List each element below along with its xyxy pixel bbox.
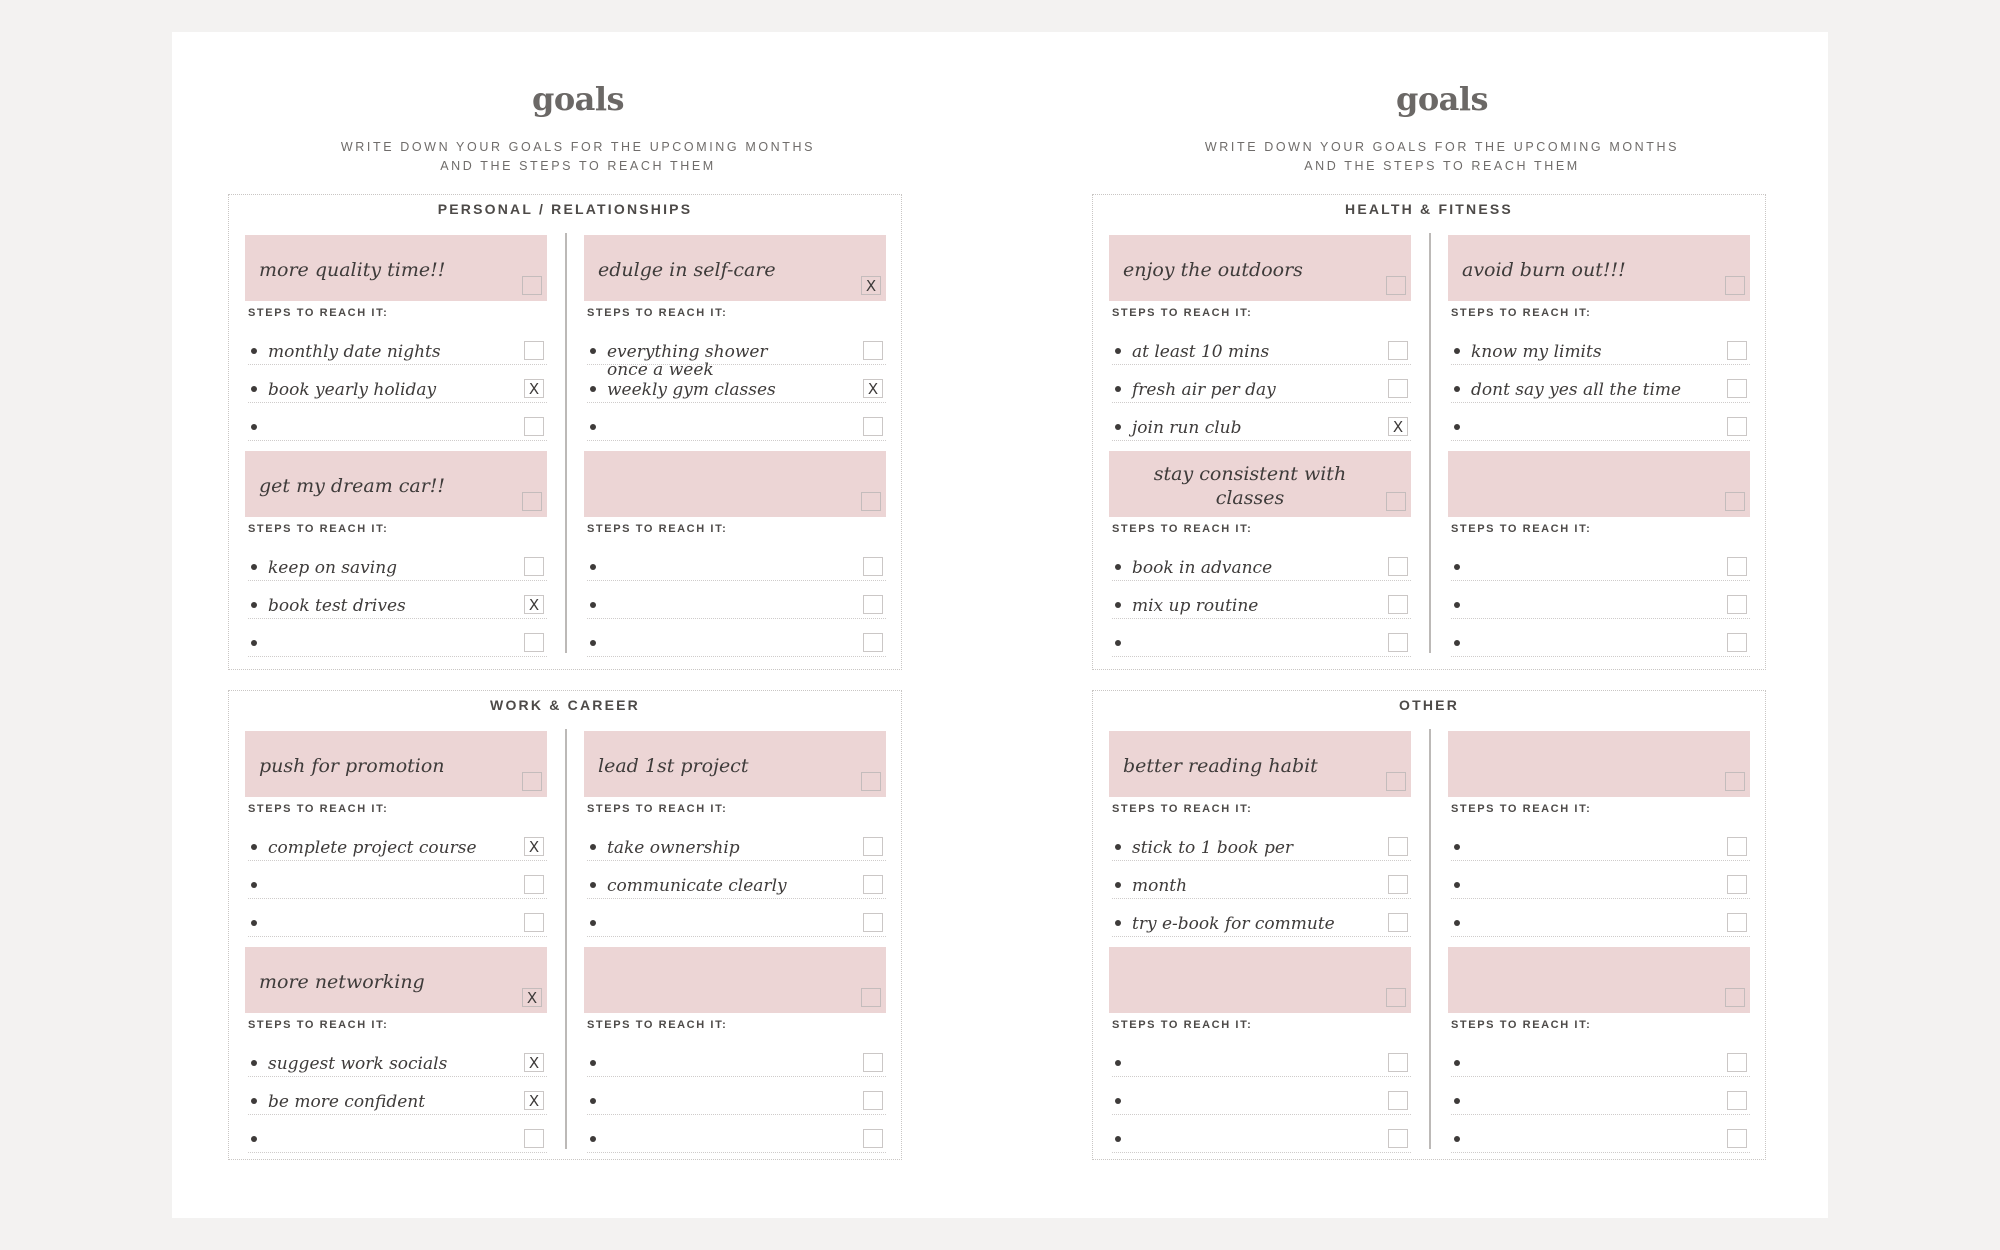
page-subtitle: AND THE STEPS TO REACH THEM (1304, 159, 1580, 173)
goal-card (584, 947, 886, 1147)
step-row[interactable] (587, 823, 886, 861)
step-row[interactable] (587, 619, 886, 657)
step-checkbox[interactable] (1727, 595, 1747, 614)
goal-text (598, 957, 852, 1007)
bullet-icon (251, 1060, 257, 1066)
bullet-icon (1115, 882, 1121, 888)
step-checkbox[interactable] (1388, 341, 1408, 360)
step-checkbox[interactable] (1388, 913, 1408, 932)
bullet-icon (590, 424, 596, 430)
step-checkbox[interactable] (1727, 913, 1747, 932)
step-checkbox[interactable]: X (524, 595, 544, 614)
goal-field[interactable] (1448, 947, 1750, 1013)
step-text: stick to 1 book per (1132, 838, 1294, 858)
bullet-icon (1115, 564, 1121, 570)
bullet-icon (1115, 602, 1121, 608)
step-text: monthly date nights (268, 342, 441, 362)
goal-text (598, 461, 852, 511)
steps-label: STEPS TO REACH IT: (587, 307, 728, 319)
goal-card (584, 731, 886, 931)
step-checkbox[interactable] (863, 913, 883, 932)
step-row[interactable] (1451, 1039, 1750, 1077)
bullet-icon (251, 920, 257, 926)
bullet-icon (1115, 920, 1121, 926)
goal-text: enjoy the outdoors (1123, 259, 1303, 281)
step-text: keep on saving (268, 558, 398, 578)
step-text: book yearly holiday (268, 380, 437, 400)
step-row[interactable] (1451, 365, 1750, 403)
bullet-icon (1454, 424, 1460, 430)
step-text: at least 10 mins (1132, 342, 1270, 362)
step-row[interactable] (587, 1077, 886, 1115)
step-text: fresh air per day (1132, 380, 1276, 400)
step-row[interactable] (1451, 581, 1750, 619)
goal-field[interactable] (584, 731, 886, 797)
steps-label: STEPS TO REACH IT: (248, 307, 389, 319)
steps-label: STEPS TO REACH IT: (248, 803, 389, 815)
goal-card (245, 947, 547, 1147)
bullet-icon (251, 882, 257, 888)
step-checkbox[interactable] (1388, 1091, 1408, 1110)
step-text: book test drives (268, 596, 406, 616)
step-row[interactable] (587, 403, 886, 441)
bullet-icon (251, 564, 257, 570)
goal-card (245, 451, 547, 651)
step-row[interactable] (1112, 327, 1411, 365)
step-text: month (1132, 876, 1188, 896)
step-text: be more confident (268, 1092, 426, 1112)
step-row[interactable] (1451, 823, 1750, 861)
bullet-icon (251, 348, 257, 354)
step-checkbox[interactable]: X (863, 379, 883, 398)
step-row[interactable] (1451, 327, 1750, 365)
section-title: WORK & CAREER (490, 697, 640, 713)
goal-checkbox[interactable] (522, 772, 542, 791)
step-checkbox[interactable]: X (524, 379, 544, 398)
page-subtitle: WRITE DOWN YOUR GOALS FOR THE UPCOMING MONTHS (340, 140, 816, 154)
step-text: complete project course (268, 838, 477, 858)
planner-page-1 (228, 32, 928, 1218)
goal-field[interactable] (1448, 451, 1750, 517)
step-row[interactable] (1112, 1039, 1411, 1077)
bullet-icon (1115, 1060, 1121, 1066)
goal-card (1109, 947, 1411, 1147)
goal-field[interactable] (1448, 235, 1750, 301)
goal-card (1109, 731, 1411, 934)
bullet-icon (1115, 844, 1121, 850)
goal-text (1462, 461, 1716, 511)
goal-checkbox[interactable] (1386, 492, 1406, 511)
step-checkbox[interactable] (1727, 417, 1747, 436)
step-checkbox[interactable]: X (1388, 417, 1408, 436)
bullet-icon (590, 602, 596, 608)
section-title: PERSONAL / RELATIONSHIPS (437, 201, 693, 217)
step-text: take ownership (607, 838, 740, 858)
step-row[interactable] (248, 1039, 547, 1077)
step-row[interactable] (1112, 365, 1411, 403)
step-row[interactable] (1112, 581, 1411, 619)
step-row[interactable] (587, 899, 886, 937)
bullet-icon (1454, 1060, 1460, 1066)
section-title: HEALTH & FITNESS (1345, 201, 1513, 217)
goal-checkbox[interactable] (1725, 772, 1745, 791)
step-row[interactable] (1451, 403, 1750, 441)
step-checkbox[interactable] (863, 557, 883, 576)
bullet-icon (590, 844, 596, 850)
goal-section (228, 690, 902, 1160)
goal-checkbox[interactable]: X (522, 988, 542, 1007)
column-divider (1429, 729, 1431, 1149)
planner-spread (172, 32, 1828, 1218)
step-row[interactable] (1112, 1077, 1411, 1115)
goal-text: get my dream car!! (259, 475, 446, 497)
column-divider (1429, 233, 1431, 653)
goal-section (228, 194, 902, 670)
step-checkbox[interactable] (1727, 557, 1747, 576)
steps-label: STEPS TO REACH IT: (1112, 307, 1253, 319)
goal-field[interactable] (245, 451, 547, 517)
step-row[interactable] (1451, 619, 1750, 657)
bullet-icon (251, 1098, 257, 1104)
page-title: goals (531, 80, 625, 118)
step-checkbox[interactable] (863, 1091, 883, 1110)
bullet-icon (590, 348, 596, 354)
step-text: try e-book for commute (1132, 914, 1335, 934)
goal-card (245, 235, 547, 435)
bullet-icon (1454, 640, 1460, 646)
goal-card (1109, 235, 1411, 438)
steps-label: STEPS TO REACH IT: (1451, 523, 1592, 535)
column-divider (565, 729, 567, 1149)
goal-text: avoid burn out!!! (1462, 259, 1626, 281)
step-checkbox[interactable]: X (524, 1053, 544, 1072)
step-checkbox[interactable] (863, 595, 883, 614)
step-row[interactable] (1112, 403, 1411, 441)
goal-card (1448, 235, 1750, 435)
goal-checkbox[interactable] (861, 988, 881, 1007)
step-checkbox[interactable] (1388, 557, 1408, 576)
goal-field[interactable] (584, 947, 886, 1013)
step-checkbox[interactable] (863, 341, 883, 360)
goal-checkbox[interactable]: X (861, 276, 881, 295)
step-row[interactable] (1112, 861, 1411, 899)
goal-card (1448, 731, 1750, 931)
goal-text: push for promotion (259, 755, 445, 777)
step-text: know my limits (1471, 342, 1602, 362)
step-text: once a week weekly gym classes (607, 360, 776, 400)
goal-checkbox[interactable] (1725, 492, 1745, 511)
step-checkbox[interactable] (1388, 837, 1408, 856)
goal-field[interactable] (245, 731, 547, 797)
bullet-icon (1454, 1098, 1460, 1104)
step-checkbox[interactable]: X (524, 1091, 544, 1110)
goal-checkbox[interactable] (522, 276, 542, 295)
bullet-icon (1454, 844, 1460, 850)
step-checkbox[interactable] (1727, 1129, 1747, 1148)
step-row[interactable] (1112, 899, 1411, 937)
bullet-icon (1454, 920, 1460, 926)
goal-text (1462, 741, 1716, 791)
step-checkbox[interactable] (524, 913, 544, 932)
goal-text (1123, 957, 1377, 1007)
step-checkbox[interactable]: X (524, 837, 544, 856)
steps-label: STEPS TO REACH IT: (248, 523, 389, 535)
step-checkbox[interactable] (863, 1129, 883, 1148)
step-checkbox[interactable] (1388, 379, 1408, 398)
section-title: OTHER (1399, 697, 1459, 713)
steps-label: STEPS TO REACH IT: (587, 1019, 728, 1031)
step-checkbox[interactable] (1388, 875, 1408, 894)
step-row[interactable] (1112, 619, 1411, 657)
goal-field[interactable] (584, 451, 886, 517)
goal-checkbox[interactable] (861, 492, 881, 511)
step-row[interactable] (587, 861, 886, 899)
bullet-icon (251, 424, 257, 430)
step-text: communicate clearly (607, 876, 787, 896)
step-checkbox[interactable] (1727, 875, 1747, 894)
step-row[interactable] (587, 581, 886, 619)
goal-card (245, 731, 547, 931)
step-checkbox[interactable] (863, 633, 883, 652)
goal-checkbox[interactable] (1386, 772, 1406, 791)
step-row[interactable] (1451, 1115, 1750, 1153)
step-checkbox[interactable] (1727, 1091, 1747, 1110)
goal-checkbox[interactable] (1386, 988, 1406, 1007)
bullet-icon (590, 882, 596, 888)
goal-field[interactable] (1448, 731, 1750, 797)
step-row[interactable] (587, 360, 886, 403)
step-checkbox[interactable] (863, 417, 883, 436)
step-checkbox[interactable] (863, 837, 883, 856)
step-checkbox[interactable] (524, 557, 544, 576)
steps-label: STEPS TO REACH IT: (587, 523, 728, 535)
column-divider (565, 233, 567, 653)
step-checkbox[interactable] (524, 1129, 544, 1148)
bullet-icon (590, 1060, 596, 1066)
step-checkbox[interactable] (1388, 633, 1408, 652)
bullet-icon (1115, 1098, 1121, 1104)
bullet-icon (590, 640, 596, 646)
goal-field[interactable] (1109, 451, 1411, 517)
step-text: suggest work socials (268, 1054, 448, 1074)
step-row[interactable] (248, 543, 547, 581)
goal-text: edulge in self-care (598, 259, 776, 281)
steps-label: STEPS TO REACH IT: (1112, 1019, 1253, 1031)
steps-label: STEPS TO REACH IT: (1451, 803, 1592, 815)
goal-text: lead 1st project (598, 755, 749, 777)
bullet-icon (1115, 348, 1121, 354)
goal-section (1092, 690, 1766, 1160)
bullet-icon (590, 386, 596, 392)
goal-field[interactable] (245, 947, 547, 1013)
bullet-icon (1454, 348, 1460, 354)
step-row[interactable] (587, 1039, 886, 1077)
step-checkbox[interactable] (524, 341, 544, 360)
bullet-icon (1454, 882, 1460, 888)
step-row[interactable] (248, 1077, 547, 1115)
step-checkbox[interactable] (1727, 1053, 1747, 1072)
bullet-icon (1454, 386, 1460, 392)
goal-text: better reading habit (1123, 755, 1318, 777)
goal-text: stay consistent with classes (1153, 463, 1347, 509)
step-row[interactable] (248, 619, 547, 657)
step-checkbox[interactable] (524, 633, 544, 652)
step-row[interactable] (1112, 1115, 1411, 1153)
step-checkbox[interactable] (524, 417, 544, 436)
step-checkbox[interactable] (863, 875, 883, 894)
step-checkbox[interactable] (1388, 1129, 1408, 1148)
bullet-icon (1454, 564, 1460, 570)
step-row[interactable] (248, 899, 547, 937)
step-text: mix up routine (1132, 596, 1259, 616)
step-row[interactable] (248, 861, 547, 899)
bullet-icon (251, 640, 257, 646)
step-checkbox[interactable] (1388, 1053, 1408, 1072)
step-row[interactable] (1451, 1077, 1750, 1115)
step-row[interactable] (248, 365, 547, 403)
step-row[interactable] (1451, 861, 1750, 899)
bullet-icon (251, 602, 257, 608)
step-checkbox[interactable] (1388, 595, 1408, 614)
goal-card (1109, 451, 1411, 651)
step-checkbox[interactable] (863, 1053, 883, 1072)
goal-checkbox[interactable] (1725, 988, 1745, 1007)
bullet-icon (590, 920, 596, 926)
step-row[interactable] (587, 1115, 886, 1153)
goal-checkbox[interactable] (861, 772, 881, 791)
step-row[interactable] (248, 823, 547, 861)
goal-section (1092, 194, 1766, 670)
bullet-icon (1115, 386, 1121, 392)
step-text: everything shower (607, 342, 768, 362)
step-checkbox[interactable] (1727, 379, 1747, 398)
goal-checkbox[interactable] (522, 492, 542, 511)
step-row[interactable] (248, 327, 547, 365)
bullet-icon (1115, 1136, 1121, 1142)
bullet-icon (1115, 424, 1121, 430)
step-text: book in advance (1132, 558, 1273, 578)
step-row[interactable] (248, 403, 547, 441)
step-checkbox[interactable] (1727, 341, 1747, 360)
goal-card (584, 235, 886, 435)
steps-label: STEPS TO REACH IT: (1451, 307, 1592, 319)
bullet-icon (1454, 1136, 1460, 1142)
goal-field[interactable] (1109, 947, 1411, 1013)
goal-card (1448, 451, 1750, 651)
step-text: dont say yes all the time (1471, 380, 1682, 400)
goal-field[interactable] (584, 235, 886, 301)
bullet-icon (590, 1098, 596, 1104)
goal-checkbox[interactable] (1386, 276, 1406, 295)
steps-label: STEPS TO REACH IT: (1112, 803, 1253, 815)
goal-text: more quality time!! (259, 259, 446, 281)
page-title: goals (1395, 80, 1489, 118)
goal-field[interactable] (1109, 731, 1411, 797)
step-row[interactable] (587, 543, 886, 581)
step-row[interactable] (1112, 823, 1411, 861)
steps-label: STEPS TO REACH IT: (587, 803, 728, 815)
bullet-icon (1115, 640, 1121, 646)
steps-label: STEPS TO REACH IT: (248, 1019, 389, 1031)
bullet-icon (251, 386, 257, 392)
goal-card (1448, 947, 1750, 1147)
bullet-icon (590, 564, 596, 570)
step-checkbox[interactable] (1727, 837, 1747, 856)
step-row[interactable] (1451, 899, 1750, 937)
goal-text (1462, 957, 1716, 1007)
page-subtitle: AND THE STEPS TO REACH THEM (440, 159, 716, 173)
steps-label: STEPS TO REACH IT: (1451, 1019, 1592, 1031)
bullet-icon (251, 844, 257, 850)
step-row[interactable] (248, 1115, 547, 1153)
goal-field[interactable] (245, 235, 547, 301)
bullet-icon (590, 1136, 596, 1142)
step-row[interactable] (1112, 543, 1411, 581)
bullet-icon (251, 1136, 257, 1142)
step-checkbox[interactable] (524, 875, 544, 894)
page-subtitle: WRITE DOWN YOUR GOALS FOR THE UPCOMING MONTHS (1204, 140, 1680, 154)
goal-text: more networking (259, 971, 425, 993)
goal-field[interactable] (1109, 235, 1411, 301)
step-checkbox[interactable] (1727, 633, 1747, 652)
step-row[interactable] (248, 581, 547, 619)
step-row[interactable] (1451, 543, 1750, 581)
bullet-icon (1454, 602, 1460, 608)
goal-card (584, 451, 886, 651)
planner-page-2 (1092, 32, 1792, 1218)
step-text: join run club (1132, 418, 1242, 438)
steps-label: STEPS TO REACH IT: (1112, 523, 1253, 535)
goal-checkbox[interactable] (1725, 276, 1745, 295)
